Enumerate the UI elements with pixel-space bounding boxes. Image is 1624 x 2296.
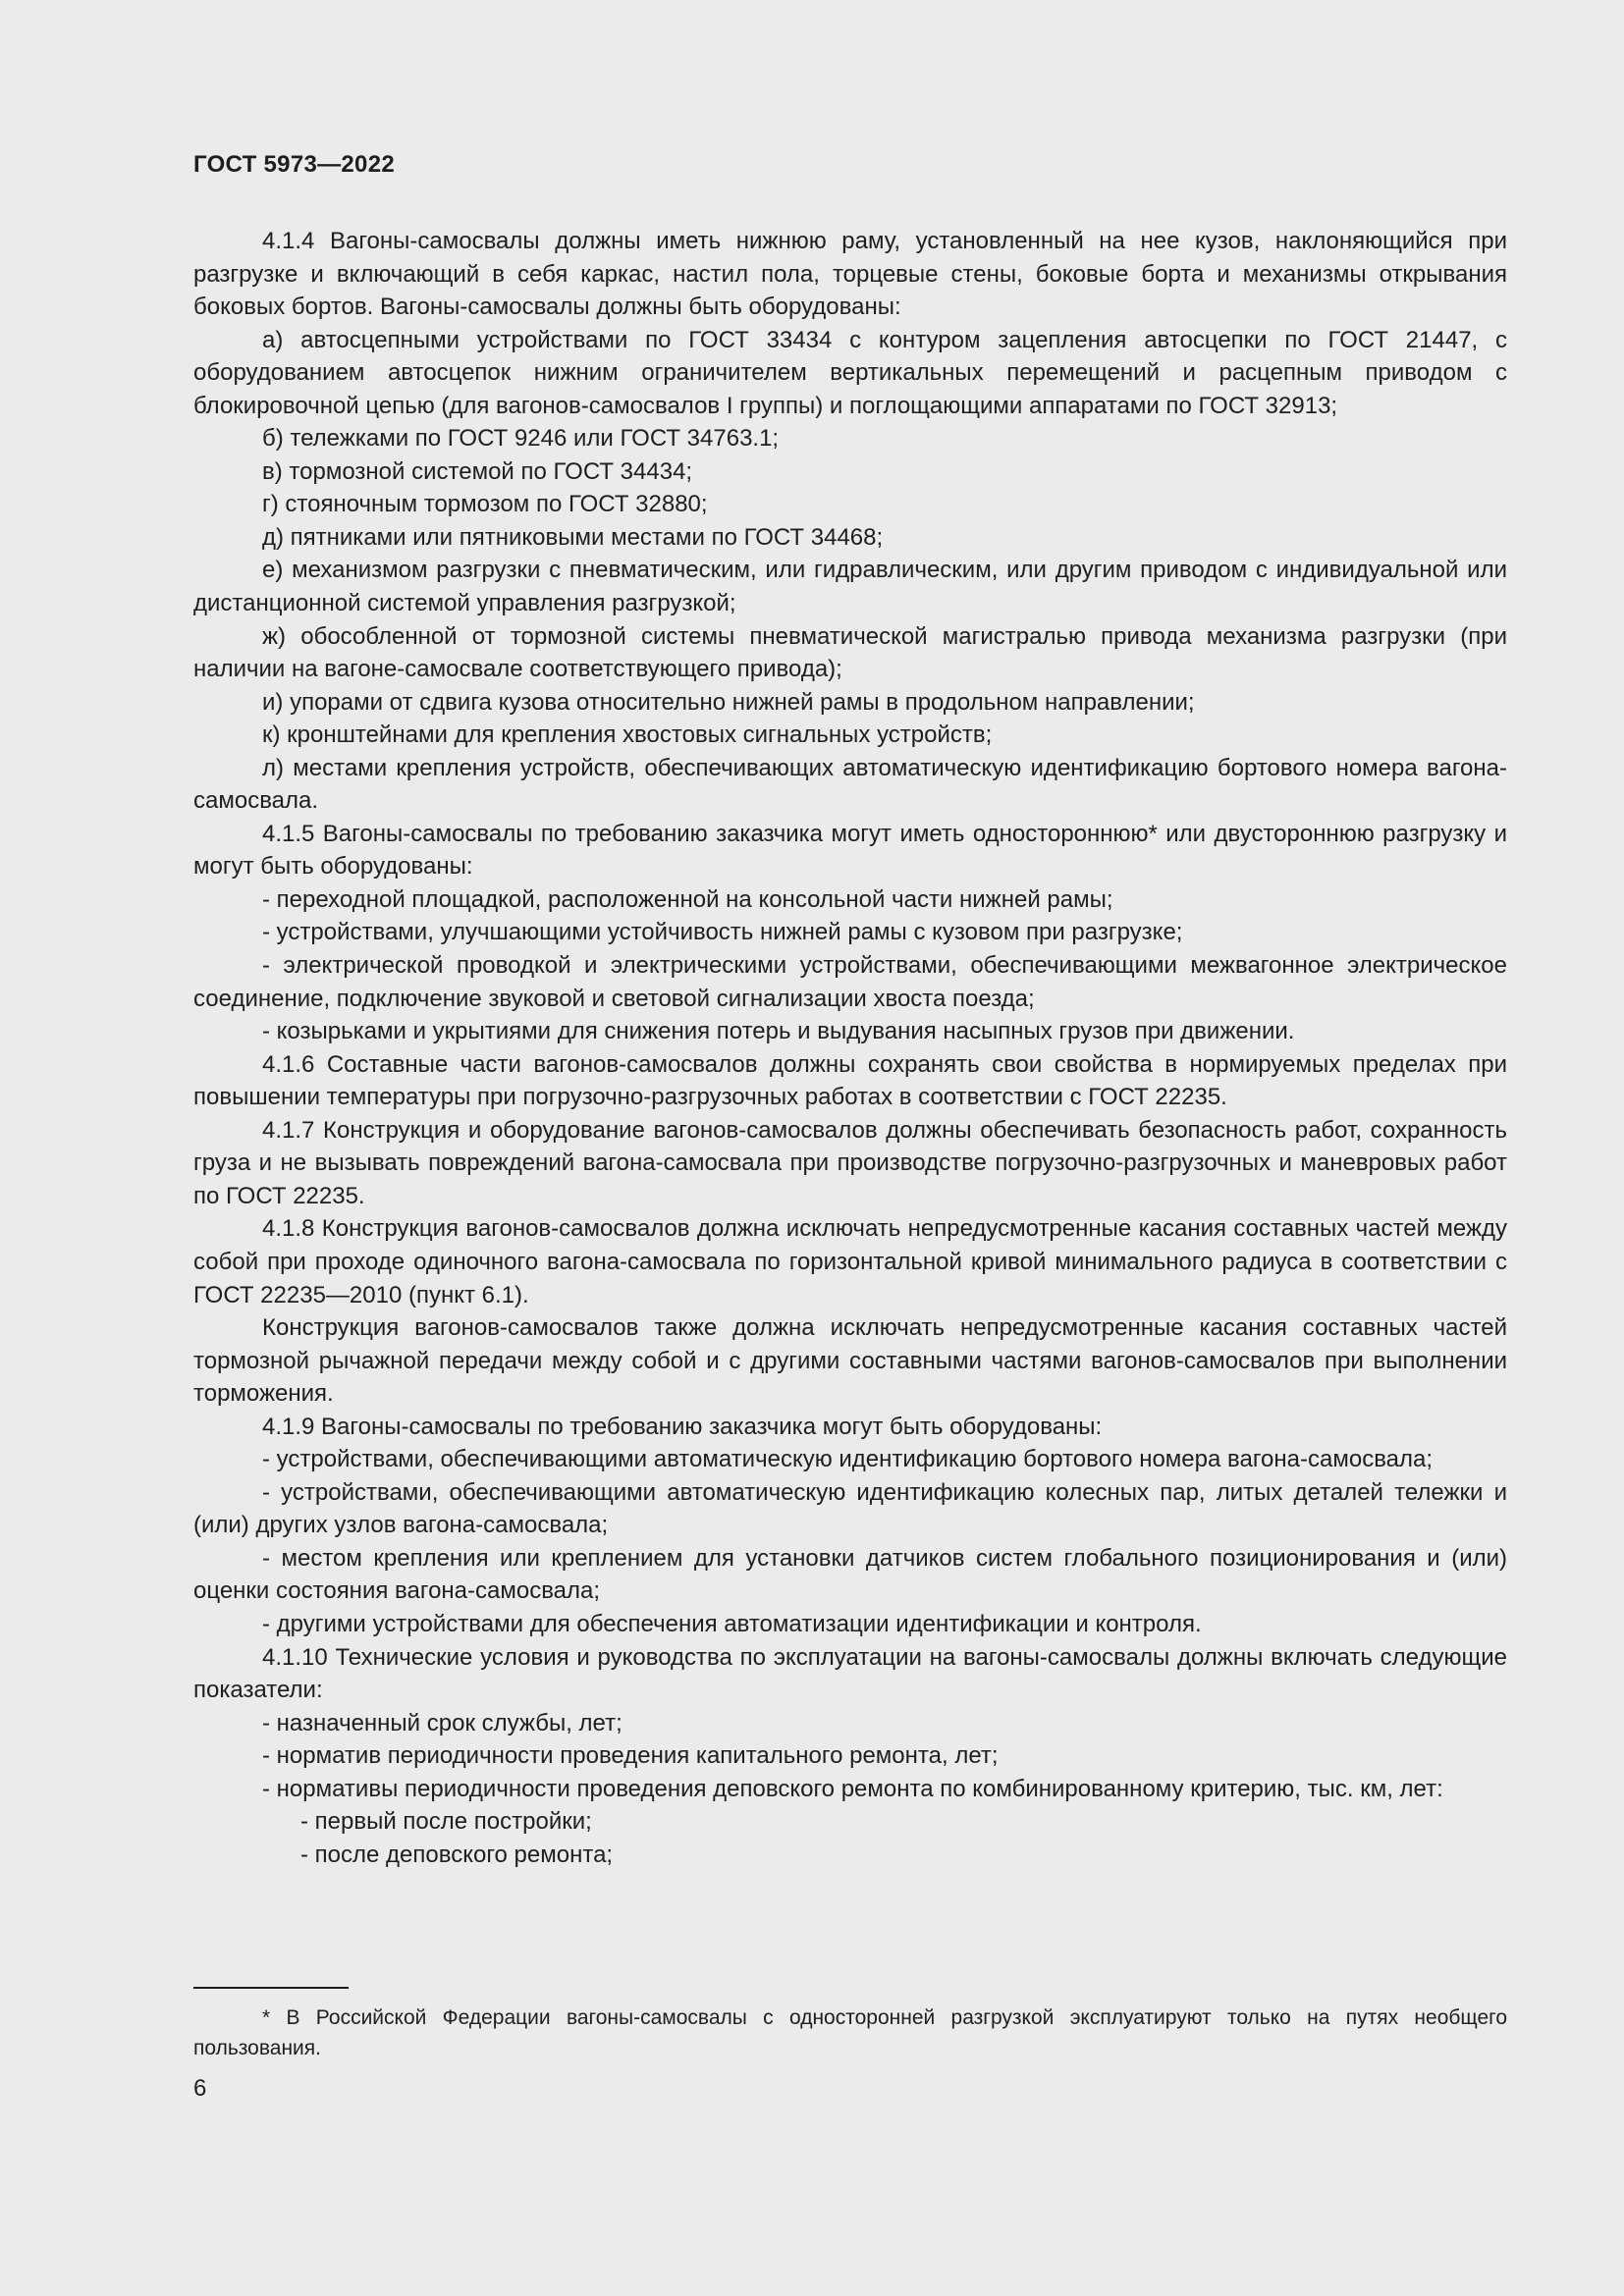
paragraph: 4.1.4 Вагоны-самосвалы должны иметь нижнюю раму, установленный на нее кузов, наклоняющийся при разгрузке и включающий в себя каркас, настил пола, торцевые стены, боковые борта и механизмы открывания боковых бортов. Вагоны-самосвалы должны быть оборудованы:: [193, 228, 1507, 321]
paragraph: и) упорами от сдвига кузова относительно нижней рамы в продольном направлении;: [262, 688, 1195, 716]
list-item: - электрической проводкой и электрическими устройствами, обеспечивающими межвагонное электрическое соединение, подключение звуковой и световой сигнализации хвоста поезда;: [193, 952, 1507, 1012]
footnote: [193, 2002, 1507, 2063]
paragraph: д) пятниками или пятниковыми местами по ГОСТ 34468;: [262, 523, 884, 551]
list-item: - устройствами, обеспечивающими автоматическую идентификацию бортового номера вагона-самосвала;: [262, 1446, 1434, 1473]
document-body: [193, 225, 1507, 1871]
footnote-divider: [193, 1987, 349, 1989]
paragraph: 4.1.8 Конструкция вагонов-самосвалов должна исключать непредусмотренные касания составных частей между собой при проходе одиночного вагона-самосвала по горизонтальной кривой минимального радиуса в соответствии с ГОСТ 22235—2010 (пункт 6.1).: [193, 1215, 1507, 1308]
paragraph: л) местами крепления устройств, обеспечивающих автоматическую идентификацию бортового номера вагона-самосвала.: [193, 754, 1507, 815]
paragraph: 4.1.6 Составные части вагонов-самосвалов должны сохранять свои свойства в нормируемых пределах при повышении температуры при погрузочно-разгрузочных работах в соответствии с ГОСТ 22235.: [193, 1050, 1507, 1111]
list-item: - назначенный срок службы, лет;: [262, 1709, 623, 1736]
paragraph: ж) обособленной от тормозной системы пневматической магистралью привода механизма разгрузки (при наличии на вагоне-самосвале соответствующего привода);: [193, 622, 1507, 683]
page-number: 6: [193, 2075, 207, 2102]
paragraph: в) тормозной системой по ГОСТ 34434;: [262, 457, 693, 485]
paragraph: б) тележками по ГОСТ 9246 или ГОСТ 34763.1;: [262, 425, 780, 453]
footnote-text: * В Российской Федерации вагоны-самосвалы с односторонней разгрузкой эксплуатируют только на путях необщего пользования.: [193, 2006, 1507, 2059]
list-item: - норматив периодичности проведения капитального ремонта, лет;: [262, 1742, 999, 1770]
list-item: - нормативы периодичности проведения деповского ремонта по комбинированному критерию, тыс. км, лет:: [262, 1775, 1443, 1802]
list-item: - переходной площадкой, расположенной на консольной части нижней рамы;: [262, 885, 1113, 913]
document-header: ГОСТ 5973—2022: [193, 151, 396, 178]
paragraph: е) механизмом разгрузки с пневматическим, или гидравлическим, или другим приводом с индивидуальной или дистанционной системой управления разгрузкой;: [193, 557, 1507, 617]
list-item: - устройствами, улучшающими устойчивость нижней рамы с кузовом при разгрузке;: [262, 919, 1183, 946]
sub-list-item: - после деповского ремонта;: [300, 1841, 614, 1868]
paragraph: а) автосцепными устройствами по ГОСТ 33434 с контуром зацепления автосцепки по ГОСТ 21447, с оборудованием автосцепок нижним ограничителем вертикальных перемещений и расцепным приводом с блокировочной цепью (для вагонов-самосвалов I группы) и поглощающими аппаратами по ГОСТ 32913;: [193, 326, 1507, 419]
list-item: - местом крепления или креплением для установки датчиков систем глобального позиционирования и (или) оценки состояния вагона-самосвала;: [193, 1544, 1507, 1605]
paragraph: 4.1.10 Технические условия и руководства по эксплуатации на вагоны-самосвалы должны включать следующие показатели:: [193, 1643, 1507, 1704]
sub-list-item: - первый после постройки;: [300, 1808, 592, 1836]
paragraph: 4.1.9 Вагоны-самосвалы по требованию заказчика могут быть оборудованы:: [262, 1413, 1103, 1440]
paragraph: 4.1.5 Вагоны-самосвалы по требованию заказчика могут иметь одностороннюю* или двустороннюю разгрузку и могут быть оборудованы:: [193, 820, 1507, 881]
list-item: - другими устройствами для обеспечения автоматизации идентификации и контроля.: [262, 1610, 1202, 1637]
paragraph: к) кронштейнами для крепления хвостовых сигнальных устройств;: [262, 721, 993, 749]
paragraph: г) стояночным тормозом по ГОСТ 32880;: [262, 491, 708, 518]
list-item: - устройствами, обеспечивающими автоматическую идентификацию колесных пар, литых деталей тележки и (или) других узлов вагона-самосвала;: [193, 1478, 1507, 1539]
list-item: - козырьками и укрытиями для снижения потерь и выдувания насыпных грузов при движении.: [262, 1018, 1295, 1045]
paragraph: 4.1.7 Конструкция и оборудование вагонов-самосвалов должны обеспечивать безопасность работ, сохранность груза и не вызывать повреждений вагона-самосвала при производстве погрузочно-разгрузочных и маневровых работ по ГОСТ 22235.: [193, 1116, 1507, 1209]
paragraph: Конструкция вагонов-самосвалов также должна исключать непредусмотренные касания составных частей тормозной рычажной передачи между собой и с другими составными частями вагонов-самосвалов при выполнении торможения.: [193, 1314, 1507, 1408]
